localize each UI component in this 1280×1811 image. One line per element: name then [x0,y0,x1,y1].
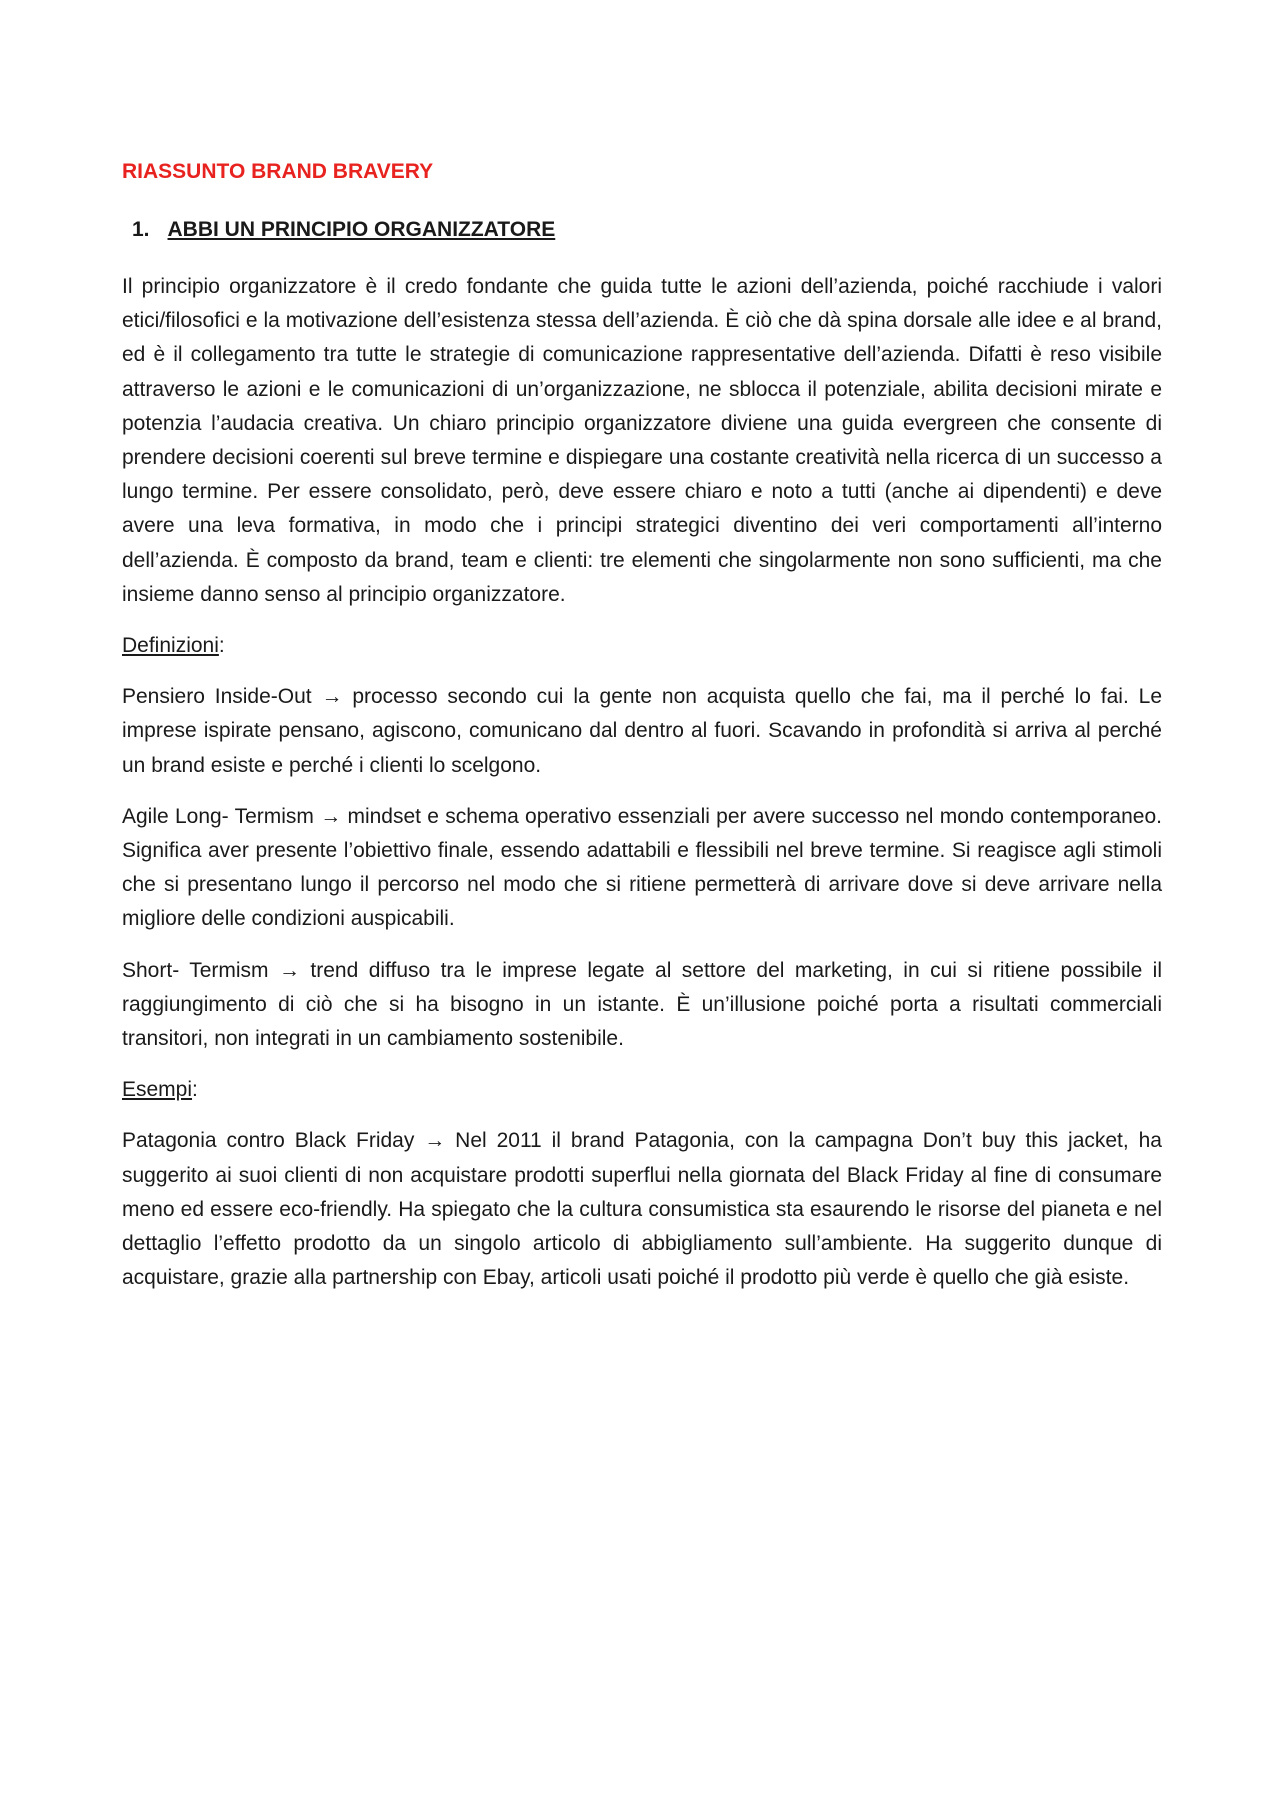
definition-term: Short- Termism [122,958,269,982]
arrow-icon: → [321,685,343,709]
examples-label: Esempi [122,1078,193,1102]
definition-term: Pensiero Inside-Out [122,685,312,709]
definitions-label-line: Definizioni: [122,634,225,658]
section-number: 1. [132,218,150,241]
arrow-icon: → [424,1129,446,1153]
definition-paragraph [122,800,1162,937]
definition-text: trend diffuso tra le imprese legate al settore del marketing, in cui si ritiene possibile il raggiungimento di ciò che si ha bisogno in un istante. È un’illusione poiché porta a risultati commerciali transitori, non integrati in un cambiamento sostenibile. [122,958,1162,1051]
definition-term: Agile Long- Termism [122,804,314,828]
section-heading-text: ABBI UN PRINCIPIO ORGANIZZATORE [167,218,556,241]
definition-text: processo secondo cui la gente non acquista quello che fai, ma il perché lo fai. Le imprese ispirate pensano, agiscono, comunicano dal dentro al fuori. Scavando in profondità si arriva al perché un brand esiste e perché i clienti lo scelgono. [122,685,1162,777]
example-term: Patagonia contro Black Friday [122,1129,415,1153]
definition-paragraph [122,680,1162,783]
section-heading [132,216,1162,244]
arrow-icon: → [320,804,342,828]
document-title: RIASSUNTO BRAND BRAVERY [122,160,434,183]
definition-text: mindset e schema operativo essenziali per avere successo nel mondo contemporaneo. Significa aver presente l’obiettivo finale, essendo adattabili e flessibili nel breve termine. Si reagisce agli stimoli che si presentano lungo il percorso nel modo che si ritiene permetterà di arrivare dove si deve arrivare nella migliore delle condizioni auspicabili. [122,804,1162,931]
intro-paragraph: Il principio organizzatore è il credo fondante che guida tutte le azioni dell’azienda, poiché racchiude i valori etici/filosofici e la motivazione dell’esistenza stessa dell’azienda. È ciò che dà spina dorsale alle idee e al brand, ed è il collegamento tra tutte le strategie di comunicazione rappresentative dell’azienda. Difatti è reso visibile attraverso le azioni e le comunicazioni di un’organizzazione, ne sblocca il potenziale, abilita decisioni mirate e potenzia l’audacia creativa. Un chiaro principio organizzatore diviene una guida evergreen che consente di prendere decisioni coerenti sul breve termine e dispiegare una costante creatività nella ricerca di un successo a lungo termine. Per essere consolidato, però, deve essere chiaro e noto a tutti (anche ai dipendenti) e deve avere una leva formativa, in modo che i principi strategici diventino dei veri comportamenti all’interno dell’azienda. È composto da brand, team e clienti: tre elementi che singolarmente non sono sufficienti, ma che insieme danno senso al principio organizzatore. [122,275,1162,606]
definitions-label: Definizioni [122,634,219,658]
examples-label-line: Esempi: [122,1078,198,1102]
definition-paragraph [122,954,1162,1057]
example-paragraph [122,1124,1162,1295]
arrow-icon: → [278,958,300,982]
example-text: Nel 2011 il brand Patagonia, con la campagna Don’t buy this jacket, ha suggerito ai suoi clienti di non acquistare prodotti superflui nella giornata del Black Friday al fine di consumare meno ed essere eco-friendly. Ha spiegato che la cultura consumistica sta esaurendo le risorse del pianeta e nel dettaglio l’effetto prodotto da un singolo articolo di abbigliamento sull’ambiente. Ha suggerito dunque di acquistare, grazie alla partnership con Ebay, articoli usati poiché il prodotto più verde è quello che già esiste. [122,1129,1162,1290]
